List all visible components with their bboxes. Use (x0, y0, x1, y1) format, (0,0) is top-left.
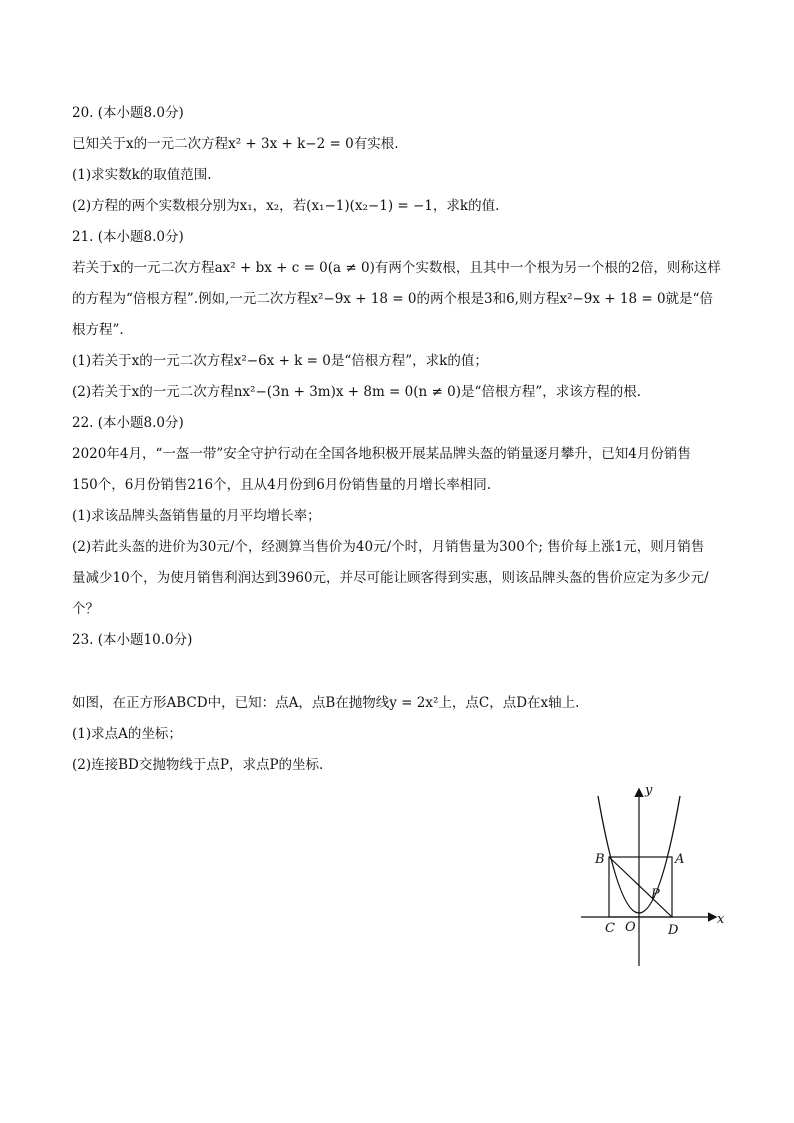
label-point-c: C (605, 921, 615, 936)
q20-part2: (2)方程的两个实数根分别为x₁，x₂，若(x₁−1)(x₂−1) = −1，求k的值. (72, 198, 500, 214)
label-point-p: P (651, 887, 660, 902)
q20-header: 20. (本小题8.0分) (72, 105, 184, 121)
label-y-axis: y (645, 783, 653, 798)
q21-stem-line1: 若关于x的一元二次方程ax² + bx + c = 0(a ≠ 0)有两个实数根，且其中一个根为另一个根的2倍，则称这样 (72, 260, 721, 276)
q23-part2: (2)连接BD交抛物线于点P，求点P的坐标. (72, 757, 324, 773)
q22-part1: (1)求该品牌头盔销售量的月平均增长率； (72, 508, 321, 524)
label-x-axis: x (717, 912, 725, 927)
q21-header: 21. (本小题8.0分) (72, 229, 184, 245)
q23-part1: (1)求点A的坐标； (72, 726, 182, 742)
q22-part2-line2: 量减少10个，为使月销售利润达到3960元，并尽可能让顾客得到实惠，则该品牌头盔的售价应定为多少元/ (72, 570, 709, 586)
label-point-d: D (668, 923, 679, 938)
label-point-b: B (595, 852, 605, 867)
q21-part1: (1)若关于x的一元二次方程x²−6x + k = 0是“倍根方程”，求k的值； (72, 353, 488, 369)
q22-header: 22. (本小题8.0分) (72, 415, 184, 431)
q20-part1: (1)求实数k的取值范围. (72, 167, 212, 183)
label-point-a: A (675, 852, 685, 867)
q23-stem: 如图，在正方形ABCD中，已知：点A，点B在抛物线y = 2x²上，点C，点D在x轴上. (72, 695, 580, 711)
q23-header: 23. (本小题10.0分) (72, 632, 193, 648)
q21-part2: (2)若关于x的一元二次方程nx²−(3n + 3m)x + 8m = 0(n ≠ 0)是“倍根方程”，求该方程的根. (72, 384, 642, 400)
q22-part2-line3: 个？ (72, 601, 99, 617)
q23-figure (575, 782, 735, 974)
q22-stem-line2: 150个，6月份销售216个，且从4月份到6月份销售量的月增长率相同. (72, 477, 492, 493)
q21-stem-line2: 的方程为“倍根方程”.例如,一元二次方程x²−9x + 18 = 0的两个根是3和6,则方程x²−9x + 18 = 0就是“倍 (72, 291, 713, 307)
q21-stem-line3: 根方程”. (72, 322, 124, 338)
parabola-square-diagram (575, 782, 735, 974)
segment-bd (609, 857, 672, 917)
label-origin-o: O (625, 920, 636, 935)
q22-stem-line1: 2020年4月，“一盔一带”安全守护行动在全国各地积极开展某品牌头盔的销量逐月攀升，已知4月份销售 (72, 446, 691, 462)
q22-part2-line1: (2)若此头盔的进价为30元/个，经测算当售价为40元/个时，月销售量为300个; 售价每上涨1元，则月销售 (72, 539, 705, 555)
q20-stem: 已知关于x的一元二次方程x² + 3x + k−2 = 0有实根. (72, 136, 399, 152)
